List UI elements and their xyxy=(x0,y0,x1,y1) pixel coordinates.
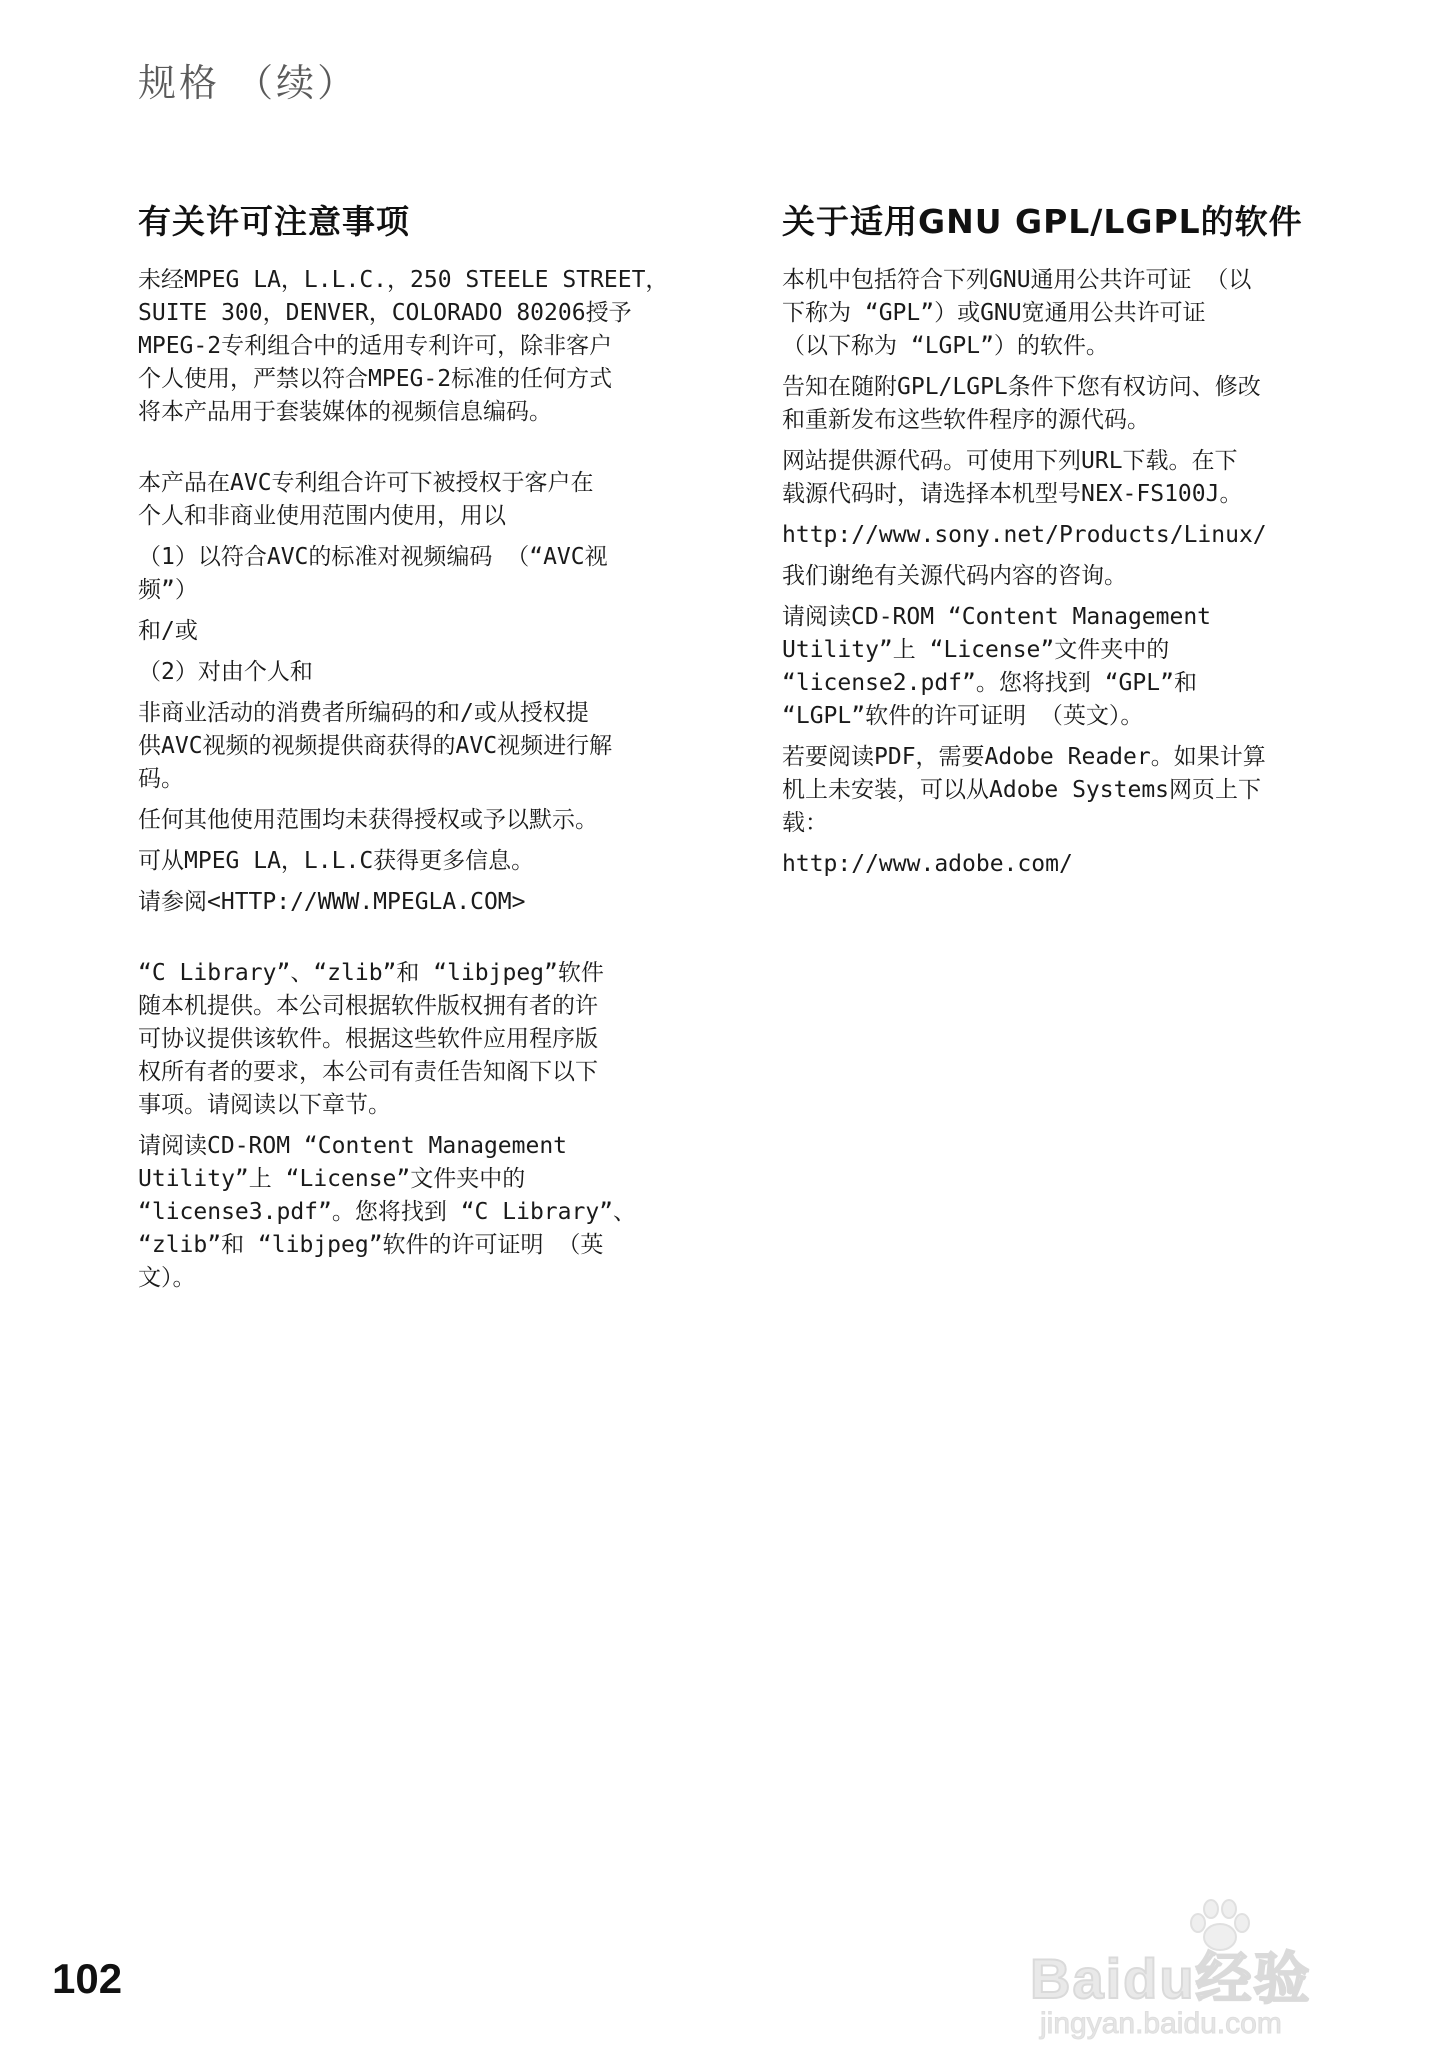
paragraph-c-library: “C Library”、“zlib”和 “libjpeg”软件 随本机提供。本公司根据软件版权拥有者的许 可协议提供该软件。根据这些软件应用程序版 权所有者的要求，本公司有责任告知阁下以下 事项。请阅读以下章节。 xyxy=(138,960,604,1118)
paragraph-avc-consumer: 非商业活动的消费者所编码的和/或从授权提 供AVC视频的视频提供商获得的AVC视频进行解 码。 xyxy=(138,700,613,792)
page-header: 规格 （续） xyxy=(138,61,359,105)
paragraph-source-download: 网站提供源代码。可使用下列URL下载。在下 载源代码时，请选择本机型号NEX-FS100J。 xyxy=(782,448,1243,507)
watermark-brand: Baidu经验 xyxy=(1030,1947,1312,2010)
baidu-watermark xyxy=(1030,1895,1390,2045)
paragraph-mpegla-url: 请参阅<HTTP://WWW.MPEGLA.COM> xyxy=(138,889,526,915)
paragraph-no-inquiry: 我们谢绝有关源代码内容的咨询。 xyxy=(782,563,1127,589)
paragraph-gpl-intro: 本机中包括符合下列GNU通用公共许可证 （以 下称为 “GPL”）或GNU宽通用公共许可证 （以下称为 “LGPL”）的软件。 xyxy=(782,267,1252,359)
paragraph-mpeg2: 未经MPEG LA，L.L.C.，250 STEELE STREET， SUITE 300，DENVER，COLORADO 80206授予 MPEG-2专利组合中的适用专利许可，除非客户 个人使用，严禁以符合MPEG-2标准的任何方式 将本产品用于套装媒体的视频信息编码。 xyxy=(138,267,669,425)
paragraph-avc-item1: （1）以符合AVC的标准对视频编码 （“AVC视 频”） xyxy=(138,544,608,603)
sony-linux-url: http://www.sony.net/Products/Linux/ xyxy=(782,522,1267,548)
paragraph-no-other-use: 任何其他使用范围均未获得授权或予以默示。 xyxy=(138,807,598,833)
paragraph-license2: 请阅读CD-ROM “Content Management Utility”上 “License”文件夹中的 “license2.pdf”。您将找到 “GPL”和 “LGPL”软件的许可证明 （英文）。 xyxy=(782,604,1212,729)
left-column xyxy=(138,200,703,1303)
section-title-gpl: 关于适用GNU GPL/LGPL的软件 xyxy=(782,202,1303,241)
adobe-url: http://www.adobe.com/ xyxy=(782,851,1073,877)
paragraph-and-or: 和/或 xyxy=(138,618,198,644)
section-title-license-notes: 有关许可注意事项 xyxy=(138,202,410,241)
paragraph-avc-intro: 本产品在AVC专利组合许可下被授权于客户在 个人和非商业使用范围内使用，用以 xyxy=(138,470,594,529)
watermark-url: jingyan.baidu.com xyxy=(1040,2007,1282,2040)
paragraph-more-info: 可从MPEG LA，L.L.C获得更多信息。 xyxy=(138,848,535,874)
paragraph-gpl-rights: 告知在随附GPL/LGPL条件下您有权访问、修改 和重新发布这些软件程序的源代码。 xyxy=(782,374,1261,433)
paragraph-avc-item2: （2）对由个人和 xyxy=(138,659,313,685)
paragraph-license3: 请阅读CD-ROM “Content Management Utility”上 “License”文件夹中的 “license3.pdf”。您将找到 “C Library”、 “zlib”和 “libjpeg”软件的许可证明 （英 文）。 xyxy=(138,1133,637,1291)
right-column xyxy=(782,200,1357,889)
paragraph-adobe-reader: 若要阅读PDF，需要Adobe Reader。如果计算 机上未安装，可以从Adobe Systems网页上下 载： xyxy=(782,744,1266,836)
page-number: 102 xyxy=(52,1955,123,2002)
